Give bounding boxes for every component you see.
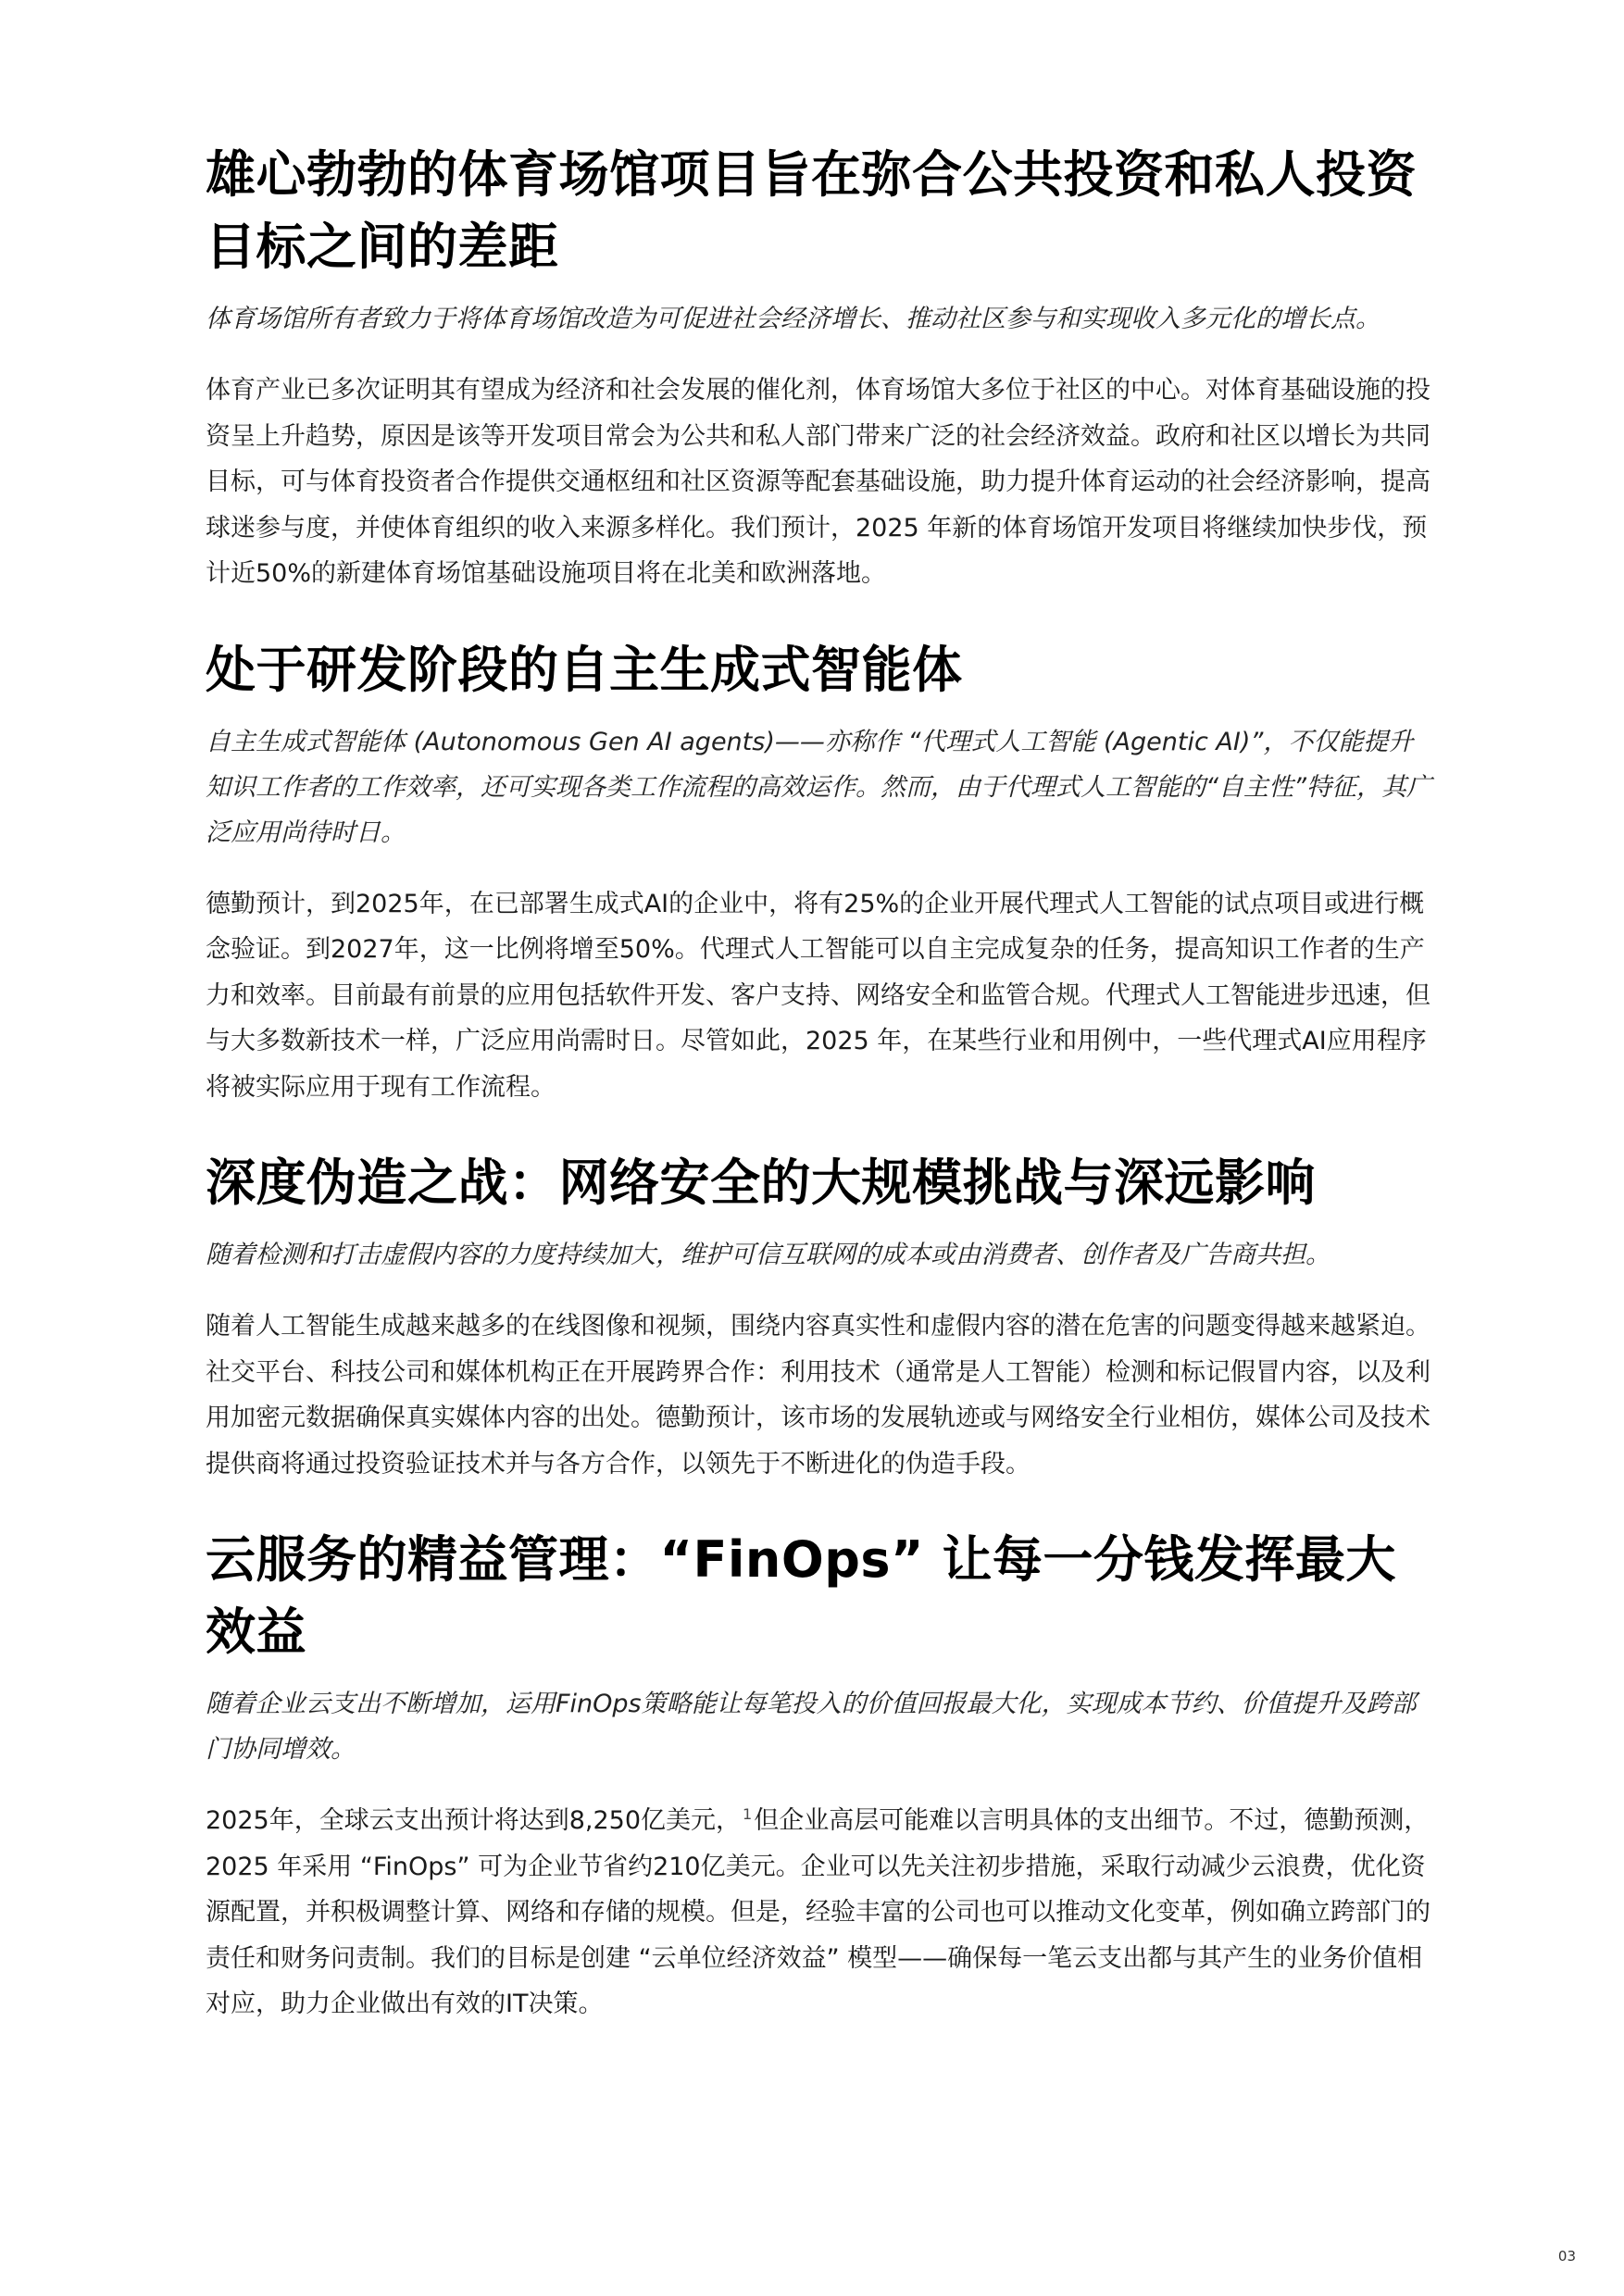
- section-deepfakes: [206, 1147, 1437, 1487]
- section-subtitle: 体育场馆所有者致力于将体育场馆改造为可促进社会经济增长、推动社区参与和实现收入多元化的增长点。: [206, 305, 1380, 333]
- footnote-reference[interactable]: 1: [743, 1805, 753, 1823]
- section-subtitle: 自主生成式智能体 (Autonomous Gen AI agents)——亦称作 “代理式人工智能 (Agentic AI)”，不仅能提升知识工作者的工作效率，还可实现各类工作流程的高效运作。然而，由于代理式人工智能的“自主性”特征，其广泛应用尚待时日。: [206, 727, 1431, 847]
- section-heading: 雄心勃勃的体育场馆项目旨在弥合公共投资和私人投资目标之间的差距: [206, 145, 1417, 276]
- body-text-part: 但企业高层可能难以言明具体的支出细节。不过，德勤预测，2025 年采用 “FinOps” 可为企业节省约210亿美元。企业可以先关注初步措施，采取行动减少云浪费，优化资源配置，并积极调整计算、网络和存储的规模。但是，经验丰富的公司也可以推动文化变革，例如确立跨部门的责任和财务问责制。我们的目标是创建 “云单位经济效益” 模型——确保每一笔云支出都与其产生的业务价值相对应，助力企业做出有效的IT决策。: [206, 1806, 1430, 2018]
- section-heading: 处于研发阶段的自主生成式智能体: [206, 640, 963, 699]
- section-heading: 深度伪造之战：网络安全的大规模挑战与深远影响: [206, 1154, 1316, 1212]
- section-body: 随着人工智能生成越来越多的在线图像和视频，围绕内容真实性和虚假内容的潜在危害的问题变得越来越紧迫。社交平台、科技公司和媒体机构正在开展跨界合作：利用技术（通常是人工智能）检测和标记假冒内容，以及利用加密元数据确保真实媒体内容的出处。德勤预计，该市场的发展轨迹或与网络安全行业相仿，媒体公司及技术提供商将通过投资验证技术并与各方合作，以领先于不断进化的伪造手段。: [206, 1312, 1430, 1479]
- section-sports-venues: [206, 139, 1437, 597]
- section-subtitle: 随着检测和打击虚假内容的力度持续加大，维护可信互联网的成本或由消费者、创作者及广告商共担。: [206, 1241, 1330, 1269]
- section-body: 德勤预计，到2025年，在已部署生成式AI的企业中，将有25%的企业开展代理式人工智能的试点项目或进行概念验证。到2027年，这一比例将增至50%。代理式人工智能可以自主完成复杂的任务，提高知识工作者的生产力和效率。目前最有前景的应用包括软件开发、客户支持、网络安全和监管合规。代理式人工智能进步迅速，但与大多数新技术一样，广泛应用尚需时日。尽管如此，2025 年，在某些行业和用例中，一些代理式AI应用程序将被实际应用于现有工作流程。: [206, 889, 1430, 1102]
- body-text-part: 2025年，全球云支出预计将达到8,250亿美元，: [206, 1806, 742, 1835]
- section-heading: 云服务的精益管理：“FinOps” 让每一分钱发挥最大效益: [206, 1530, 1396, 1661]
- section-agentic-ai: [206, 634, 1437, 1111]
- page-number: 03: [1557, 2248, 1576, 2265]
- section-finops: [206, 1524, 1437, 2028]
- section-body: 体育产业已多次证明其有望成为经济和社会发展的催化剂，体育场馆大多位于社区的中心。对体育基础设施的投资呈上升趋势，原因是该等开发项目常会为公共和私人部门带来广泛的社会经济效益。政府和社区以增长为共同目标，可与体育投资者合作提供交通枢纽和社区资源等配套基础设施，助力提升体育运动的社会经济影响，提高球迷参与度，并使体育组织的收入来源多样化。我们预计，2025 年新的体育场馆开发项目将继续加快步伐，预计近50%的新建体育场馆基础设施项目将在北美和欧洲落地。: [206, 376, 1430, 588]
- section-subtitle: 随着企业云支出不断增加，运用FinOps策略能让每笔投入的价值回报最大化，实现成本节约、价值提升及跨部门协同增效。: [206, 1690, 1417, 1764]
- section-body: [206, 1798, 1437, 2028]
- document-page: [206, 139, 1437, 2065]
